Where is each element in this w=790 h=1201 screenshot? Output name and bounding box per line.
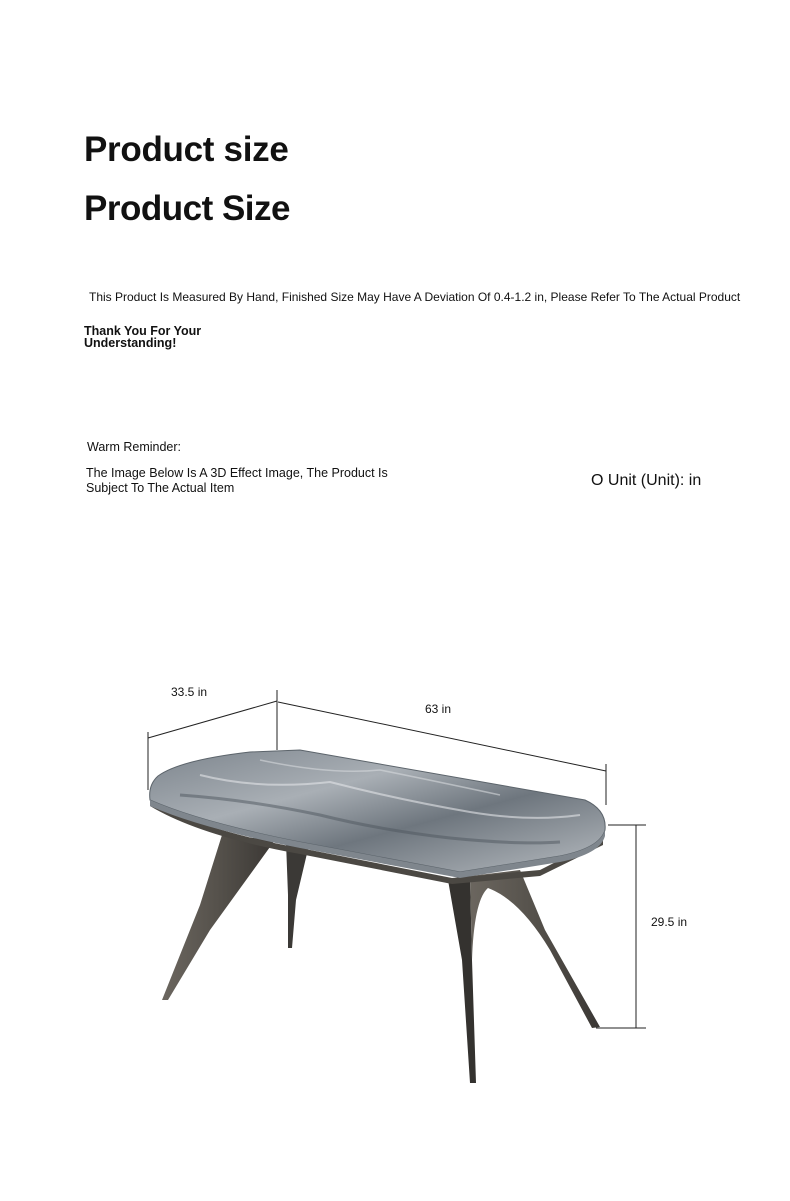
unit-label: O Unit (Unit): in: [591, 472, 702, 489]
depth-dimension-label: 33.5 in: [171, 685, 208, 699]
page-subtitle: Product Size: [84, 189, 290, 228]
length-dimension-label: 63 in: [425, 702, 452, 716]
page-title: Product size: [84, 130, 289, 169]
thanks-note: Thank You For Your Understanding!: [84, 324, 202, 350]
measurement-note: This Product Is Measured By Hand, Finished Size May Have A Deviation Of 0.4-1.2 in, Please Refer To The Actual Product: [89, 290, 741, 304]
height-dimension-label: 29.5 in: [651, 915, 688, 929]
depth-dimension-line: [148, 701, 277, 738]
warm-reminder-label: Warm Reminder:: [87, 440, 181, 454]
warm-reminder-text: The Image Below Is A 3D Effect Image, The Product Is Subject To The Actual Item: [86, 466, 388, 495]
